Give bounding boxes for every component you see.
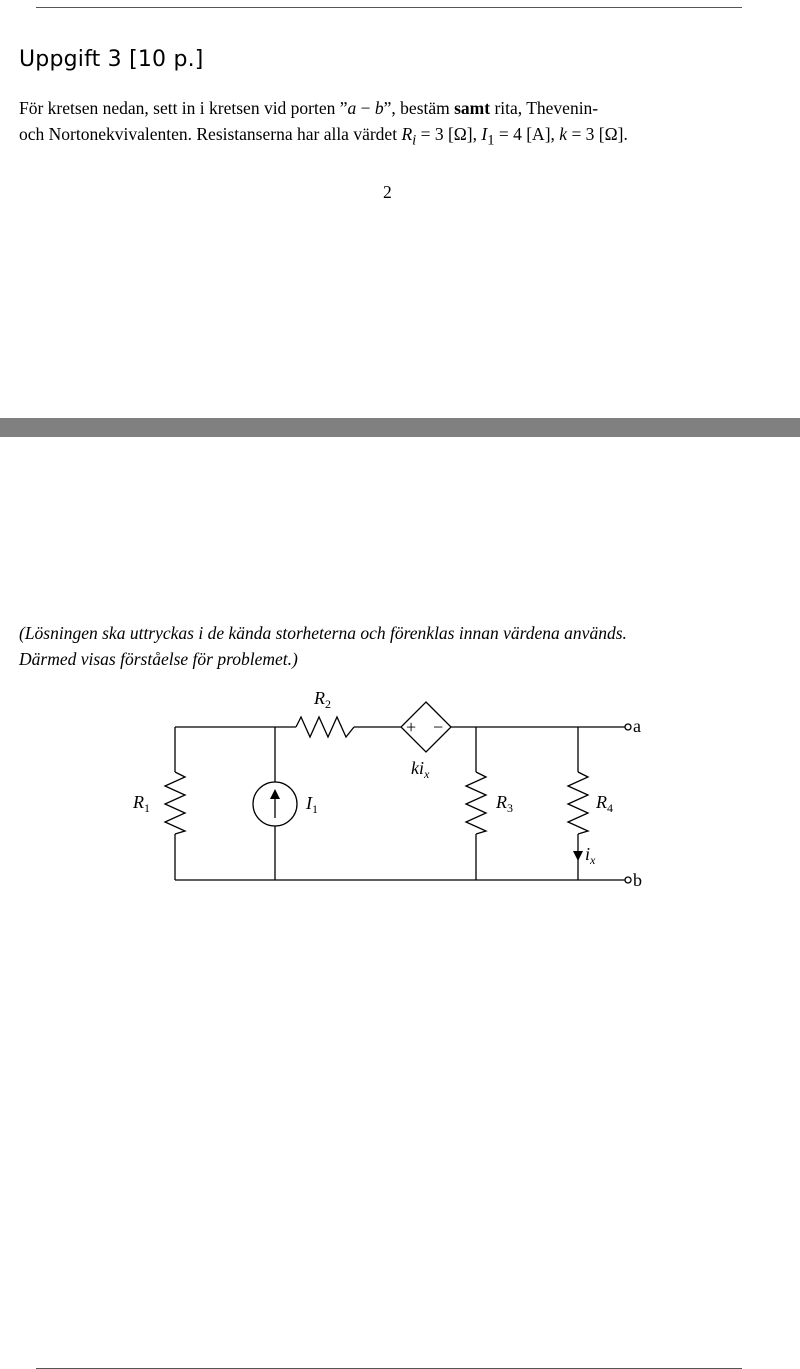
label-plus: + — [406, 717, 417, 737]
task-heading: Uppgift 3 [10 p.] — [19, 47, 204, 72]
resistor-r4 — [568, 772, 588, 834]
label-ix: $i_x$ — [585, 844, 596, 867]
page-number: 2 — [383, 182, 392, 202]
arrowhead-ix — [573, 851, 583, 861]
solution-note-line-2: Därmed visas förståelse för problemet.) — [19, 649, 298, 669]
solution-note-line-1: (Lösningen ska uttryckas i de kända storheterna och förenklas innan värdena används. — [19, 623, 627, 643]
resistor-r2 — [296, 717, 354, 737]
page-top — [0, 0, 800, 418]
label-r2: $R_2$ — [314, 688, 331, 711]
arrowhead-i1 — [270, 789, 280, 799]
page-gap — [0, 418, 800, 437]
resistor-r3 — [466, 772, 486, 834]
resistor-r1 — [165, 772, 185, 834]
label-terminal-b: b — [633, 870, 642, 890]
circuit-diagram — [0, 437, 800, 934]
emphasis-samt: samt — [454, 98, 491, 118]
task-description-line-2: och Nortonekvivalenten. Resistanserna har alla värdet $R_i = 3$ [Ω], $I_1 = 4$ [A], k = 3 [Ω]. — [19, 124, 628, 149]
label-r1: $R_1$ — [133, 792, 150, 815]
label-i1: $I_1$ — [306, 793, 318, 816]
label-terminal-a: a — [633, 716, 641, 736]
label-r4: $R_4$ — [596, 792, 613, 815]
label-kix: $ki_x$ — [411, 758, 430, 781]
terminal-a-node — [625, 724, 631, 730]
terminal-b-node — [625, 877, 631, 883]
label-r3: $R_3$ — [496, 792, 513, 815]
top-rule — [36, 7, 742, 8]
task-description-line-1: För kretsen nedan, sett in i kretsen vid porten ”a − b”, bestäm samt rita, Thevenin- — [19, 98, 599, 118]
task-description — [19, 95, 761, 154]
page-bottom — [0, 437, 800, 934]
label-minus: − — [433, 717, 444, 737]
